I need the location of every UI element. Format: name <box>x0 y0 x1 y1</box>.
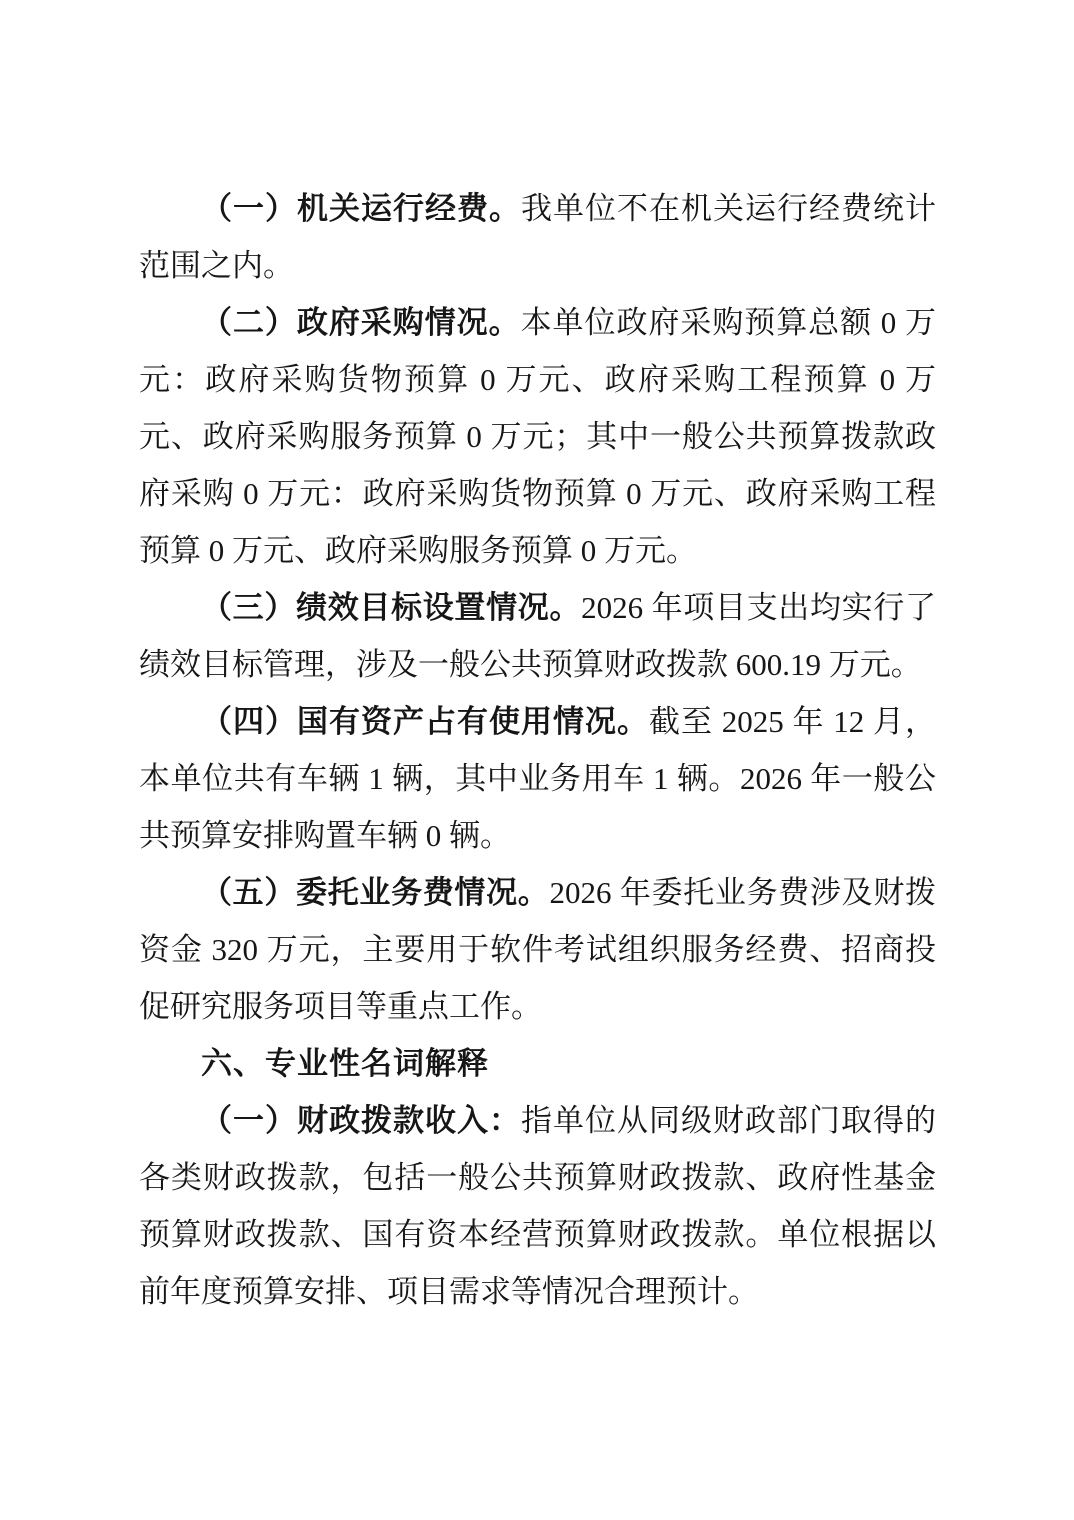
paragraph-text: 指单位从同级财政部门取得的各类财政拨款，包括一般公共预算财政拨款、政府性基金预算财政拨款、国有资本经营预算财政拨款。单位根据以前年度预算安排、项目需求等情况合理预计。 <box>139 1103 936 1309</box>
paragraph-text: 本单位政府采购预算总额 0 万元：政府采购货物预算 0 万元、政府采购工程预算 0 万元、政府采购服务预算 0 万元；其中一般公共预算拨款政府采购 0 万元：政府采购货物预算 0 万元、政府采购工程预算 0 万元、政府采购服务预算 0 万元。 <box>139 305 937 568</box>
paragraph-government-procurement <box>139 294 936 579</box>
paragraph-text: 我单位不在机关运行经费统计范围之内。 <box>139 191 936 283</box>
paragraph-fiscal-appropriation-income <box>139 1092 936 1320</box>
section-heading-terminology: 六、专业性名词解释 <box>201 1046 489 1081</box>
paragraph-state-owned-assets <box>139 693 936 864</box>
paragraph-lead: （四）国有资产占有使用情况。 <box>201 704 649 739</box>
paragraph-agency-operating-expenses <box>139 180 936 294</box>
paragraph-lead: （一）财政拨款收入： <box>201 1103 521 1138</box>
paragraph-text: 2026 年委托业务费涉及财拨资金 320 万元，主要用于软件考试组织服务经费、招商投促研究服务项目等重点工作。 <box>139 875 937 1024</box>
paragraph-lead: （三）绩效目标设置情况。 <box>201 590 582 625</box>
paragraph-lead: （二）政府采购情况。 <box>201 305 521 340</box>
paragraph-lead: （五）委托业务费情况。 <box>201 875 550 910</box>
paragraph-lead: （一）机关运行经费。 <box>201 191 521 226</box>
paragraph-text: 2026 年项目支出均实行了绩效目标管理，涉及一般公共预算财政拨款 600.19 万元。 <box>139 590 937 682</box>
paragraph-entrusted-business-fees <box>139 864 936 1035</box>
paragraph-performance-targets <box>139 579 936 693</box>
paragraph-text: 截至 2025 年 12 月，本单位共有车辆 1 辆，其中业务用车 1 辆。2026 年一般公共预算安排购置车辆 0 辆。 <box>139 704 936 853</box>
